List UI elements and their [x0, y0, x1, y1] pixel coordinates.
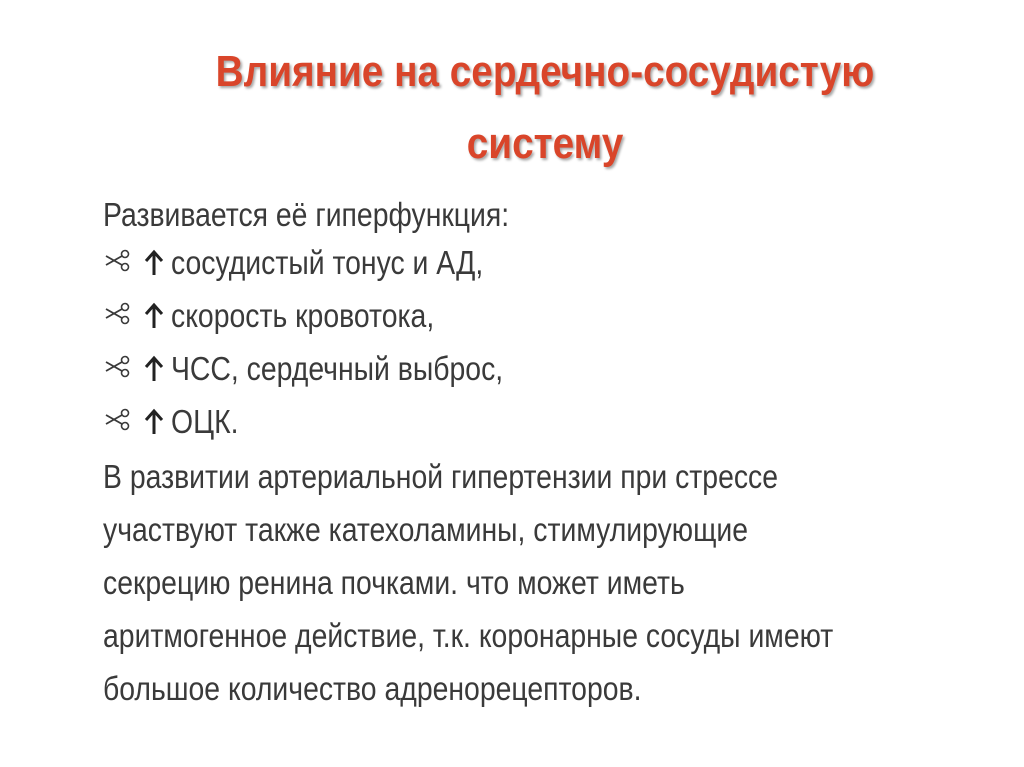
bullet-item	[103, 404, 249, 440]
bullet-item	[103, 298, 477, 334]
paragraph-line: участвуют также катехоламины, стимулирующие	[103, 511, 749, 548]
slide-title-line-1: Влияние на сердечно-сосудистую	[215, 47, 875, 96]
bullet-text: скорость кровотока,	[171, 297, 435, 334]
scissors-icon	[103, 301, 133, 331]
bullet-text: ОЦК.	[171, 403, 239, 440]
scissors-icon	[103, 248, 133, 278]
paragraph-line: секрецию ренина почками. что может иметь	[103, 564, 685, 601]
bullet-text: ЧСС, сердечный выброс,	[171, 350, 504, 387]
paragraph-line: большое количество адренорецепторов.	[103, 670, 642, 707]
arrow-up-icon	[143, 355, 165, 383]
arrow-up-icon	[143, 302, 165, 330]
paragraph-line: В развитии артериальной гипертензии при стрессе	[103, 458, 779, 495]
bullet-text: сосудистый тонус и АД,	[171, 244, 484, 281]
arrow-up-icon	[143, 249, 165, 277]
slide-title-line-2: систему	[466, 119, 624, 168]
scissors-icon	[103, 407, 133, 437]
scissors-icon	[103, 354, 133, 384]
bullet-item	[103, 245, 534, 281]
intro-text: Развивается её гиперфункция:	[103, 196, 510, 233]
paragraph-line: аритмогенное действие, т.к. коронарные сосуды имеют	[103, 617, 834, 654]
bullet-item	[103, 351, 557, 387]
arrow-up-icon	[143, 408, 165, 436]
